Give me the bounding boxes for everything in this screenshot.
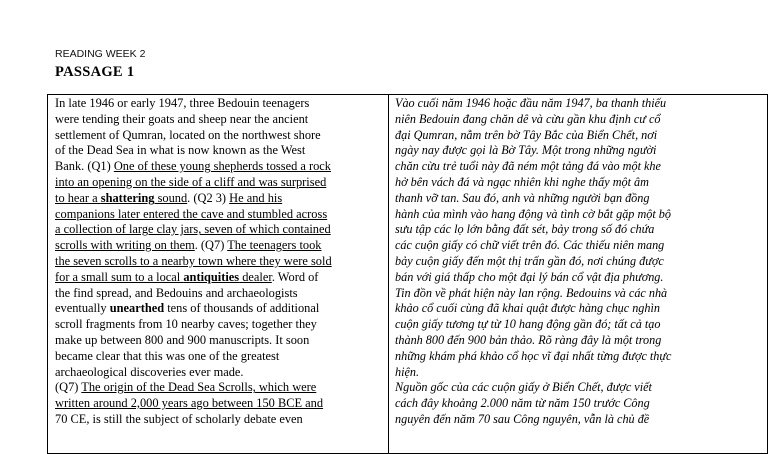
vi-line: hành của mình vào hang động và tình cờ bắt gặp một bộ xyxy=(395,206,671,221)
vi-line: khảo cổ cuối cùng đã khai quật được hàng chục nghìn xyxy=(395,301,660,316)
q2-underlined-line: companions later entered the cave and stumbled across xyxy=(55,206,328,221)
vi-line: Tin đồn về phát hiện này lan rộng. Bedouins và các nhà xyxy=(395,285,668,300)
vi-line: các cuộn giấy có chữ viết trên đó. Các thiếu niên mang xyxy=(395,238,665,253)
en-line xyxy=(55,191,382,207)
q7-underlined-text: The origin of the Dead Sea Scrolls, which were xyxy=(81,380,317,395)
keyword-unearthed: unearthed xyxy=(109,301,165,316)
q1-underlined-text: One of these young shepherds tossed a rock xyxy=(113,159,331,174)
en-line: the find spread, and Bedouins and archaeologists xyxy=(55,285,298,300)
vi-line: ngày nay được gọi là Bờ Tây. Một trong những người xyxy=(395,143,657,158)
vi-line: niên Bedouin đang chăn dê và cừu gần khu định cư cổ xyxy=(395,111,661,126)
en-text-run: . (Q2 3) xyxy=(187,190,230,205)
vi-line: bảy cuộn giấy đến một thị trấn gần đó, nơi chúng được xyxy=(395,253,664,268)
en-text-run: . Word of xyxy=(271,269,319,284)
en-text-run: (Q7) xyxy=(55,380,82,395)
q1-underlined-text: to hear a xyxy=(55,190,101,205)
en-line: were tending their goats and sheep near the ancient xyxy=(55,111,309,126)
passage-title: PASSAGE 1 xyxy=(55,64,135,80)
vi-line: nguyên đến năm 70 sau Công nguyên, vẫn là chủ đề xyxy=(395,411,650,426)
en-line: scroll fragments from 10 nearby caves; together they xyxy=(55,317,317,332)
q1-underlined-line: into an opening on the side of a cliff and was surprised xyxy=(55,174,327,189)
q2-underlined-text: He and his xyxy=(229,190,283,205)
vi-line: Nguồn gốc của các cuộn giấy ở Biển Chết, được viết xyxy=(395,380,652,395)
vi-line: sưu tập các lọ lớn bằng đất sét, bảy trong số đó chứa xyxy=(395,222,655,237)
en-line: became clear that this was one of the greatest xyxy=(55,348,280,363)
q7-underlined-text: for a small sum to a local xyxy=(55,269,184,284)
reading-week-label: READING WEEK 2 xyxy=(55,48,146,60)
q7-underlined-line: the seven scrolls to a nearby town where they were sold xyxy=(55,253,332,268)
en-line: archaeological discoveries ever made. xyxy=(55,364,244,379)
keyword-shattering: shattering xyxy=(100,190,155,205)
vi-line: hở bên vách đá và ngạc nhiên khi nghe thấy một âm xyxy=(395,174,649,189)
en-line xyxy=(55,238,382,254)
en-line xyxy=(55,159,382,175)
vi-line: chăn cừu trẻ tuổi này đã ném một tảng đá vào một khe xyxy=(395,159,661,174)
bilingual-passage-table xyxy=(47,94,768,454)
en-line: 70 CE, is still the subject of scholarly debate even xyxy=(55,411,303,426)
en-line xyxy=(55,270,382,286)
en-text-run: . (Q7) xyxy=(194,238,228,253)
vi-line: thanh vỡ tan. Sau đó, anh và những người bạn đồng xyxy=(395,190,650,205)
en-text-run: Bank. (Q1) xyxy=(55,159,114,174)
vi-line: hiện. xyxy=(395,364,420,379)
en-line: make up between 800 and 900 manuscripts. It soon xyxy=(55,332,310,347)
en-line xyxy=(55,380,382,396)
english-text xyxy=(48,95,388,428)
en-line: of the Dead Sea in what is now known as the West xyxy=(55,143,306,158)
vi-line: cuộn giấy tương tự từ 10 hang động gần đó; tất cả tạo xyxy=(395,317,661,332)
q7-underlined-text: dealer xyxy=(239,269,272,284)
english-column xyxy=(48,95,389,454)
vi-line: đại Qumran, nằm trên bờ Tây Bắc của Biển Chết, nơi xyxy=(395,127,658,142)
en-text-run: tens of thousands of additional xyxy=(164,301,320,316)
q2-underlined-text: scrolls with writing on them xyxy=(55,238,195,253)
vi-line: cách đây khoảng 2.000 năm từ năm 150 trước Công xyxy=(395,396,650,411)
q7-underlined-line: written around 2,000 years ago between 150 BCE and xyxy=(55,396,324,411)
vi-line: những khám phá khảo cổ học vĩ đại nhất từng được thực xyxy=(395,348,672,363)
en-line xyxy=(55,301,382,317)
en-text-run: eventually xyxy=(55,301,110,316)
q2-underlined-line: a collection of large clay jars, seven of which contained xyxy=(55,222,331,237)
vietnamese-text xyxy=(389,95,767,428)
document-header xyxy=(55,48,355,81)
passage-row xyxy=(48,95,768,454)
vi-line: thành 800 đến 900 bản thảo. Rõ ràng đây là một trong xyxy=(395,332,662,347)
vi-line: Vào cuối năm 1946 hoặc đầu năm 1947, ba thanh thiếu xyxy=(395,96,667,110)
q7-underlined-text: The teenagers took xyxy=(227,238,322,253)
en-line: settlement of Qumran, located on the northwest shore xyxy=(55,127,321,142)
vi-line: bán với giá thấp cho một đại lý bán cổ vật địa phương. xyxy=(395,269,664,284)
vietnamese-column xyxy=(389,95,768,454)
keyword-antiquities: antiquities xyxy=(183,269,240,284)
en-line: In late 1946 or early 1947, three Bedouin teenagers xyxy=(55,96,310,110)
q1-underlined-text: sound xyxy=(154,190,188,205)
